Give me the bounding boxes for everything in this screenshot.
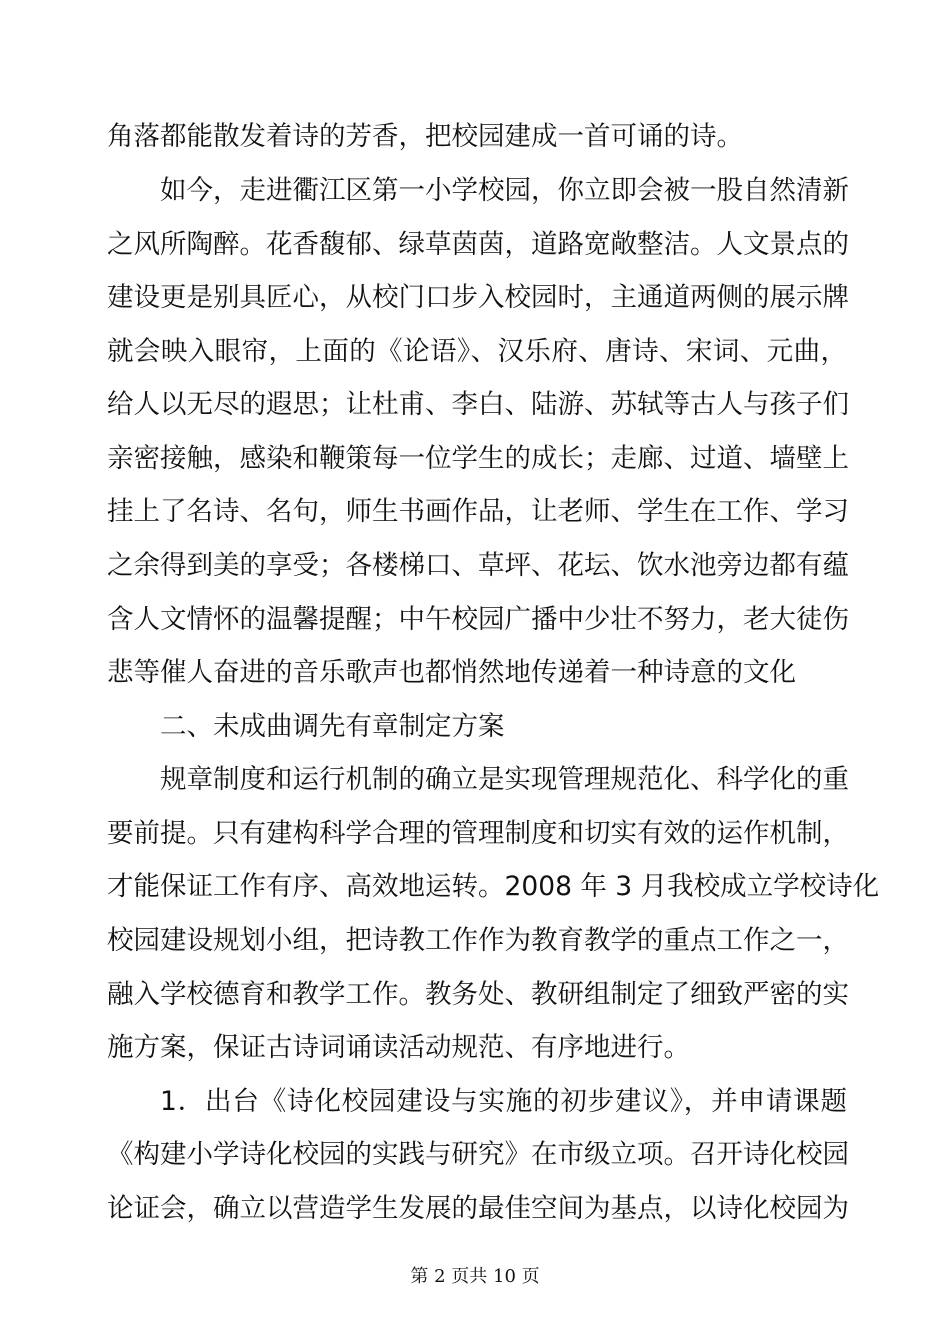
body-text-line: 规章制度和运行机制的确立是实现管理规范化、科学化的重 (160, 764, 849, 795)
section-heading: 二、未成曲调先有章制定方案 (160, 711, 505, 742)
body-text-line: 就会映入眼帘，上面的《论语》、汉乐府、唐诗、宋词、元曲， (107, 336, 847, 367)
body-text-line: 才能保证工作有序、高效地运转。2008 年 3 月我校成立学校诗化 (107, 871, 880, 902)
body-text-line: 施方案，保证古诗词诵读活动规范、有序地进行。 (107, 1032, 690, 1063)
body-text-line: 悲等催人奋进的音乐歌声也都悄然地传递着一种诗意的文化 (107, 657, 796, 688)
body-text-line: 建设更是别具匠心，从校门口步入校园时，主通道两侧的展示牌 (107, 282, 849, 313)
body-text-line: 挂上了名诗、名句，师生书画作品，让老师、学生在工作、学习 (107, 496, 849, 527)
body-text-line: 如今，走进衢江区第一小学校园，你立即会被一股自然清新 (160, 175, 849, 206)
page-number-footer: 第 2 页共 10 页 (410, 1266, 540, 1287)
body-text-line: 之风所陶醉。花香馥郁、绿草茵茵，道路宽敞整洁。人文景点的 (107, 229, 849, 260)
body-text-line: 角落都能散发着诗的芳香，把校园建成一首可诵的诗。 (107, 121, 743, 152)
body-text-line: 《构建小学诗化校园的实践与研究》在市级立项。召开诗化校园 (107, 1139, 849, 1170)
body-text-line: 1．出台《诗化校园建设与实施的初步建议》，并申请课题 (160, 1086, 847, 1117)
body-text-line: 亲密接触，感染和鞭策每一位学生的成长；走廊、过道、墙壁上 (107, 443, 849, 474)
body-text-line: 要前提。只有建构科学合理的管理制度和切实有效的运作机制， (107, 818, 849, 849)
body-text-line: 融入学校德育和教学工作。教务处、教研组制定了细致严密的实 (107, 979, 849, 1010)
body-text-line: 之余得到美的享受；各楼梯口、草坪、花坛、饮水池旁边都有蕴 (107, 550, 849, 581)
body-text-line: 校园建设规划小组，把诗教工作作为教育教学的重点工作之一， (107, 925, 849, 956)
body-text-line: 给人以无尽的遐思；让杜甫、李白、陆游、苏轼等古人与孩子们 (107, 389, 849, 420)
body-text-line: 含人文情怀的温馨提醒；中午校园广播中少壮不努力，老大徒伤 (107, 604, 849, 635)
body-text-line: 论证会，确立以营造学生发展的最佳空间为基点，以诗化校园为 (107, 1193, 849, 1224)
